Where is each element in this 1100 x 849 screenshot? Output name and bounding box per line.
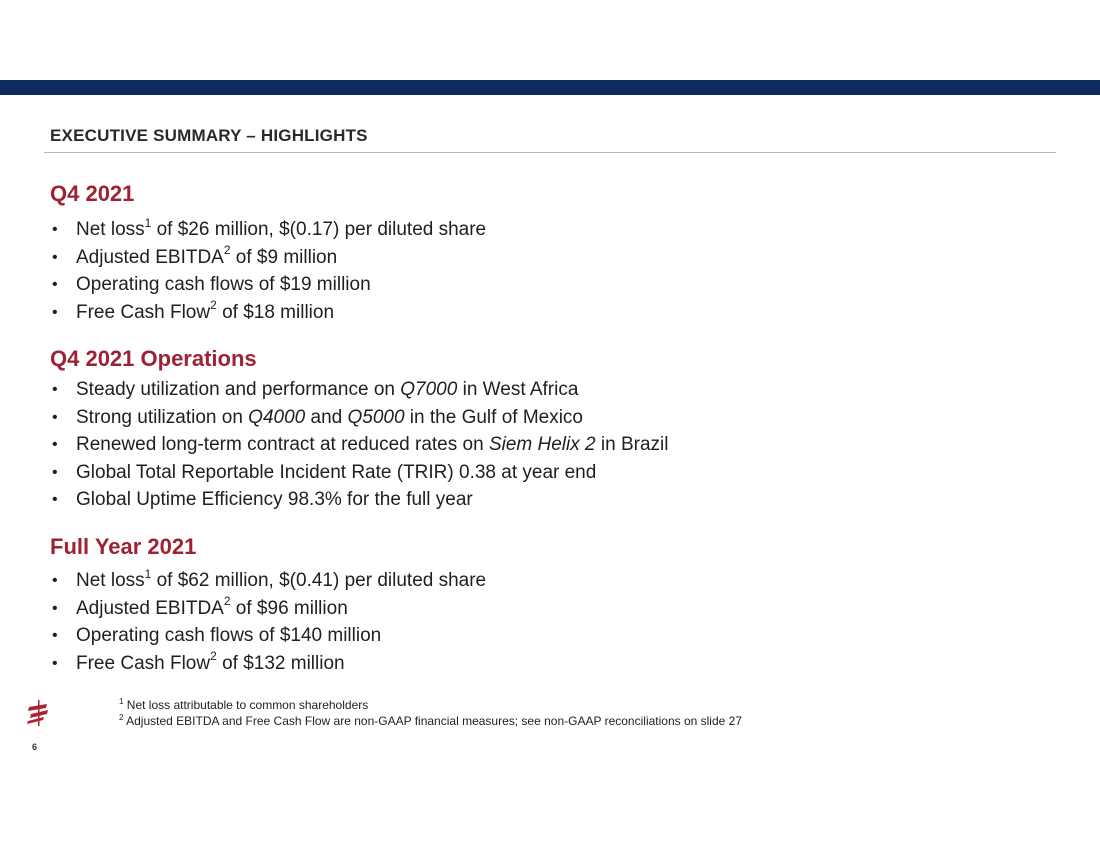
bullet-text: of $132 million [216, 652, 345, 674]
vessel-name: Q7000 [400, 379, 458, 400]
footnote-text: Net loss attributable to common shareholders [123, 698, 369, 712]
bullet-text: of $26 million, $(0.17) per diluted share [151, 219, 487, 240]
section-heading-q4-operations: Q4 2021 Operations [50, 346, 257, 371]
bullet-item [50, 459, 668, 487]
section-heading-q4-2021: Q4 2021 [50, 181, 135, 206]
footnote-ref: 1 [144, 566, 152, 581]
bullet-text: Operating cash flows of $140 million [76, 625, 382, 646]
bullet-list-q4-operations [50, 376, 668, 514]
footnote-ref: 1 [144, 215, 152, 230]
header-banner [0, 80, 1100, 95]
bullet-item [50, 650, 486, 678]
bullet-item [50, 622, 486, 650]
footnote-ref: 2 [210, 649, 217, 664]
bullet-text: of $96 million [230, 597, 348, 619]
bullet-item [50, 486, 668, 514]
bullet-text: of $18 million [216, 301, 335, 323]
bullet-text: of $9 million [230, 246, 338, 268]
footnote-ref: 2 [223, 243, 231, 258]
bullet-text: Steady utilization and performance on [76, 379, 401, 400]
footnotes [119, 697, 742, 729]
footnote-ref: 2 [210, 298, 217, 313]
slide-title: EXECUTIVE SUMMARY – HIGHLIGHTS [50, 126, 368, 145]
bullet-item [50, 567, 486, 595]
bullet-text: Global Uptime Efficiency 98.3% for the full year [76, 489, 473, 510]
bullet-text: Adjusted EBITDA [76, 597, 224, 619]
bullet-item [50, 271, 486, 299]
bullet-text: in the Gulf of Mexico [404, 406, 583, 428]
footnote-1 [119, 697, 742, 713]
bullet-text: in West Africa [457, 379, 579, 400]
page-number: 6 [32, 742, 38, 752]
footnote-2 [119, 713, 742, 729]
bullet-list-full-year-2021 [50, 567, 486, 677]
title-divider [44, 152, 1056, 153]
bullet-item [50, 299, 486, 327]
bullet-item [50, 431, 668, 459]
section-heading-full-year-2021: Full Year 2021 [50, 534, 197, 559]
footnote-text: Adjusted EBITDA and Free Cash Flow are non-GAAP financial measures; see non-GAAP reconciliations on slide 27 [123, 714, 743, 728]
bullet-item [50, 216, 486, 244]
footnote-mark: 2 [119, 713, 124, 722]
bullet-text: and [305, 406, 348, 428]
bullet-text: Net loss [76, 570, 145, 591]
bullet-text: Strong utilization on [76, 406, 249, 428]
footnote-ref: 2 [223, 594, 231, 609]
bullet-text: Free Cash Flow [76, 652, 211, 674]
bullet-text: Adjusted EBITDA [76, 246, 224, 268]
footnote-mark: 1 [119, 697, 124, 706]
bullet-text: Operating cash flows of $19 million [76, 274, 371, 295]
bullet-list-q4-2021 [50, 216, 486, 326]
bullet-item [50, 595, 486, 623]
bullet-text: of $62 million, $(0.41) per diluted share [151, 570, 487, 591]
bullet-text: Global Total Reportable Incident Rate (TRIR) 0.38 at year end [76, 461, 597, 483]
bullet-text: Free Cash Flow [76, 301, 211, 323]
bullet-text: in Brazil [595, 434, 669, 455]
bullet-item [50, 376, 668, 404]
bullet-item [50, 404, 668, 432]
company-logo-icon [24, 698, 52, 728]
bullet-item [50, 244, 486, 272]
vessel-name: Q4000 [248, 406, 306, 428]
bullet-text: Net loss [76, 219, 145, 240]
bullet-text: Renewed long-term contract at reduced rates on [76, 434, 489, 455]
vessel-name: Siem Helix 2 [488, 434, 596, 455]
vessel-name: Q5000 [347, 406, 405, 428]
